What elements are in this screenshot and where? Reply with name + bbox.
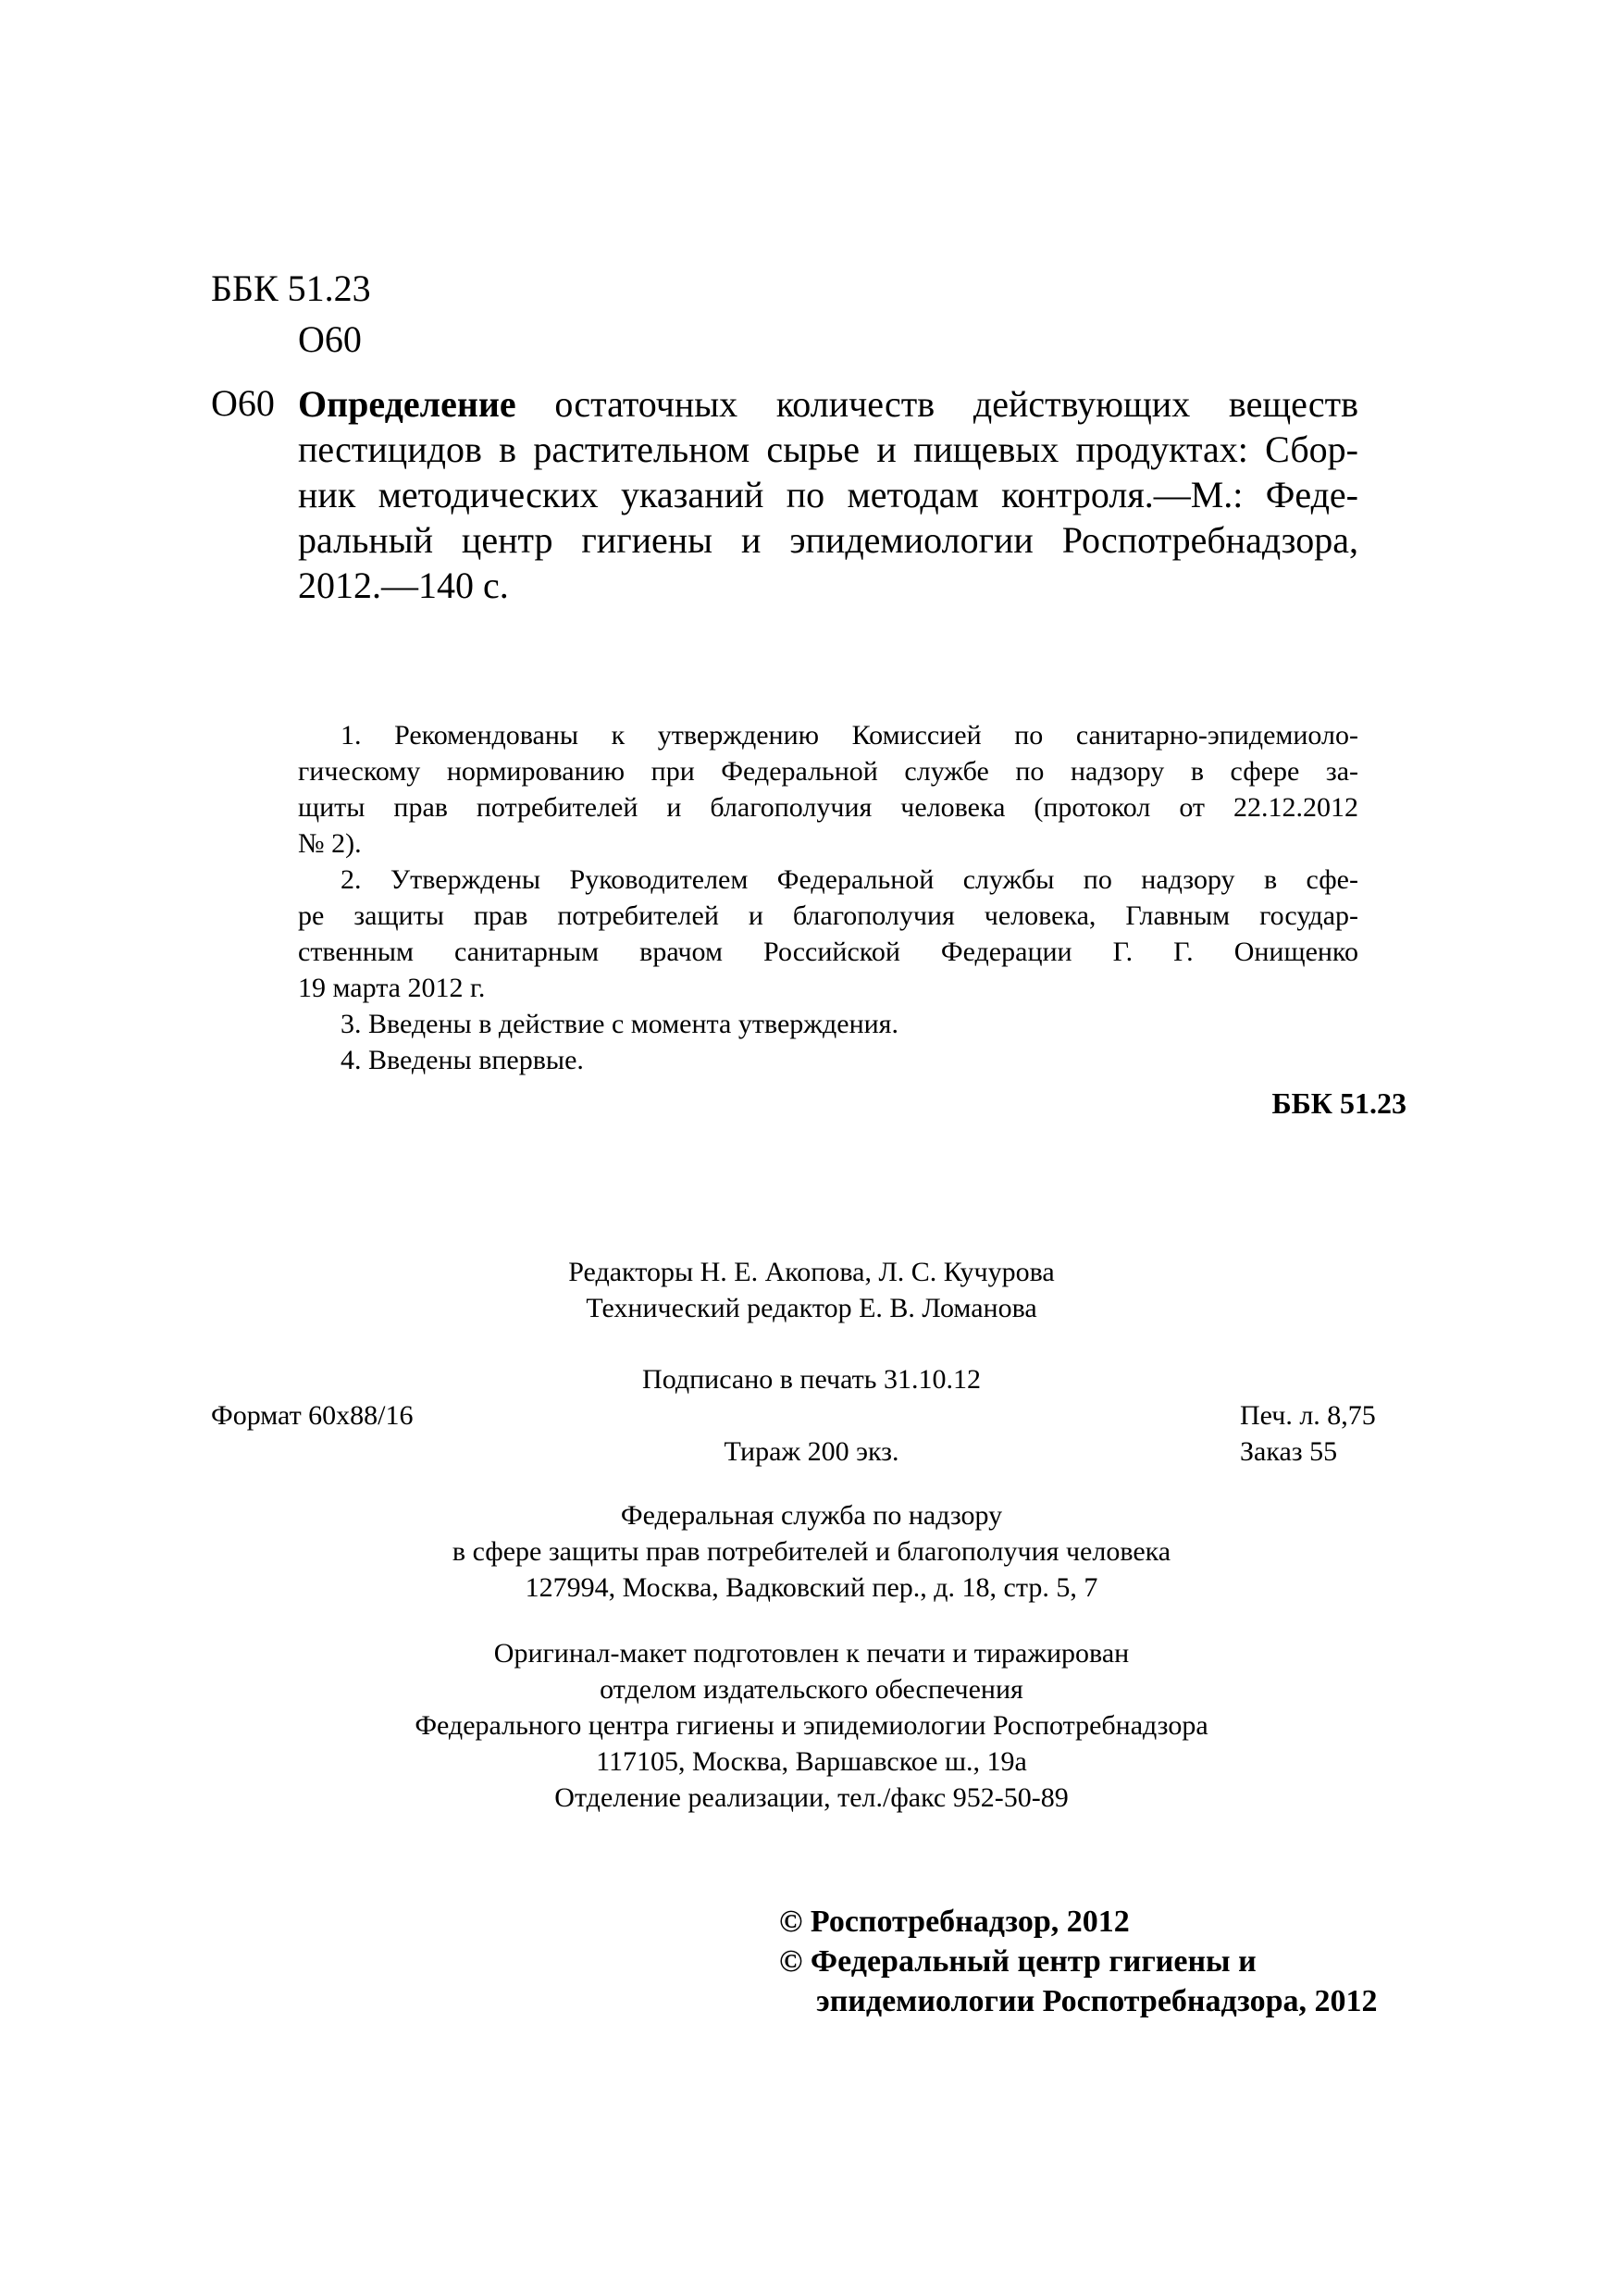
signed-date: Подписано в печать 31.10.12 (642, 1364, 981, 1395)
printer-line: Оригинал-макет подготовлен к печати и тиражирован (493, 1638, 1130, 1669)
publisher-address: 127994, Москва, Вадковский пер., д. 18, стр. 5, 7 (525, 1572, 1098, 1603)
order-number: Заказ 55 (1240, 1436, 1338, 1467)
printer-line: отделом издательского обеспечения (600, 1674, 1023, 1705)
note-line: щиты прав потребителей и благополучия человека (протокол от 22.12.2012 (298, 792, 1358, 823)
paper-format: Формат 60х88/16 (211, 1400, 414, 1431)
note-line: ре защиты прав потребителей и благополучия человека, Главным государ- (298, 900, 1358, 931)
editors: Редакторы Н. Е. Акопова, Л. С. Кучурова (568, 1257, 1055, 1287)
note-line: 19 марта 2012 г. (298, 973, 486, 1003)
copyright-line: © Федеральный центр гигиены и (779, 1944, 1257, 1979)
sales-contact: Отделение реализации, тел./факс 952-50-89 (554, 1782, 1069, 1813)
print-sheets: Печ. л. 8,75 (1240, 1400, 1376, 1431)
citation-line (298, 563, 1358, 608)
citation-text: ник методических указаний по методам контроля.—М.: Феде- (298, 474, 1358, 515)
citation-line (298, 381, 1358, 427)
note-line: гическому нормированию при Федеральной службе по надзору в сфере за- (298, 756, 1358, 787)
bbk-code: ББК 51.23 (211, 267, 371, 309)
printer-line: Федерального центра гигиены и эпидемиологии Роспотребнадзора (415, 1710, 1208, 1741)
citation-line (298, 472, 1358, 517)
citation-title-bold: Определение (298, 383, 516, 425)
tech-editor: Технический редактор Е. В. Ломанова (586, 1293, 1037, 1323)
citation-author-mark: О60 (211, 382, 275, 424)
publisher-line: в сфере защиты прав потребителей и благополучия человека (452, 1536, 1171, 1567)
citation-text: остаточных количеств действующих веществ (515, 383, 1358, 425)
citation-text: 2012.—140 с. (298, 565, 509, 606)
note-line: 4. Введены впервые. (341, 1045, 584, 1075)
print-run: Тираж 200 экз. (724, 1436, 899, 1467)
copyright-line: © Роспотребнадзор, 2012 (779, 1905, 1130, 1939)
note-line: 1. Рекомендованы к утверждению Комиссией по санитарно-эпидемиоло- (341, 720, 1358, 751)
citation-block (298, 381, 1358, 608)
notes-block (298, 717, 1358, 1078)
printer-address: 117105, Москва, Варшавское ш., 19а (596, 1746, 1027, 1777)
note-line: № 2). (298, 828, 362, 859)
citation-text: пестицидов в растительном сырье и пищевых продуктах: Сбор- (298, 428, 1358, 470)
publisher-line: Федеральная служба по надзору (620, 1500, 1003, 1531)
citation-line (298, 427, 1358, 472)
note-line: 3. Введены в действие с момента утверждения. (341, 1009, 898, 1039)
author-mark: О60 (298, 318, 362, 360)
note-line: ственным санитарным врачом Российской Федерации Г. Г. Онищенко (298, 937, 1358, 967)
note-line: 2. Утверждены Руководителем Федеральной службы по надзору в сфе- (341, 864, 1358, 895)
citation-line (298, 517, 1358, 563)
citation-text: ральный центр гигиены и эпидемиологии Роспотребнадзора, (298, 519, 1358, 561)
bbk-code-bold: ББК 51.23 (1271, 1086, 1406, 1120)
copyright-line: эпидемиологии Роспотребнадзора, 2012 (816, 1984, 1378, 2018)
